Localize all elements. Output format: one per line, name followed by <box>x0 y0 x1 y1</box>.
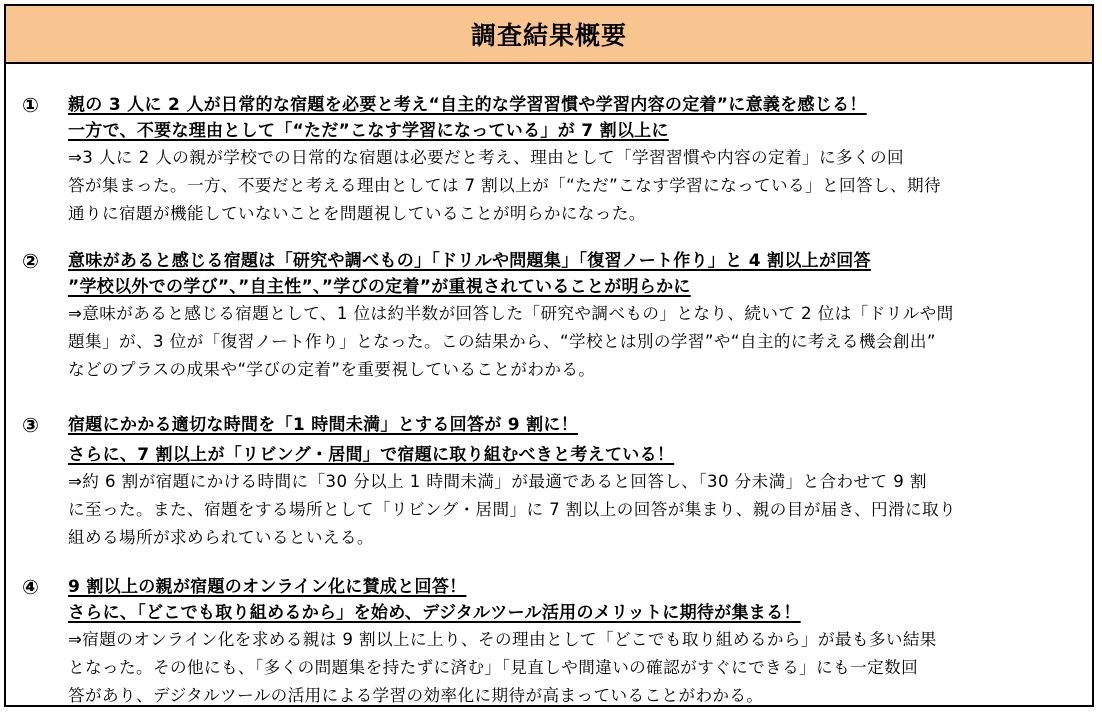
summary-header <box>6 6 1092 64</box>
finding-heading: 一方で、不要な理由として「“ただ”こなす学習になっている」が 7 割以上に <box>68 121 669 141</box>
page-title: 調査結果概要 <box>470 21 627 50</box>
finding-number: ③ <box>22 413 39 437</box>
body-line: 題集」が、3 位が「復習ノート作り」となった。この結果から、“学校とは別の学習”や“自主的に考える機会創出” <box>68 332 936 351</box>
body-line: となった。その他にも、「多くの問題集を持たずに済む」「見直しや間違いの確認がすぐにできる」にも一定数回 <box>68 658 919 677</box>
body-line: 組める場所が求められているといえる。 <box>68 528 374 547</box>
finding-heading: 宿題にかかる適切な時間を「1 時間未満」とする回答が 9 割に！ <box>68 415 579 435</box>
body-line: ⇒宿題のオンライン化を求める親は 9 割以上に上り、その理由として「どこでも取り組めるから」が最も多い結果 <box>68 630 937 649</box>
finding-heading: 意味があると感じる宿題は「研究や調べもの」「ドリルや問題集」「復習ノート作り」と 4 割以上が回答 <box>68 251 871 271</box>
finding-headings <box>68 574 1082 626</box>
finding-number: ④ <box>22 575 39 599</box>
summary-frame <box>4 4 1094 707</box>
body-line: に至った。また、宿題をする場所として「リビング・居間」に 7 割以上の回答が集まり、親の目が届き、円滑に取り <box>68 500 956 519</box>
body-line: 答が集まった。一方、不要だと考える理由としては 7 割以上が「“ただ”こなす学習になっている」と回答し、期待 <box>68 176 941 195</box>
body-line: などのプラスの成果や“学びの定着”を重要視していることがわかる。 <box>68 360 596 379</box>
finding-headings <box>68 412 1082 468</box>
finding-heading: ”学校以外での学び”、”自主性”、”学びの定着”が重視されていることが明らかに <box>68 277 691 297</box>
finding-number: ① <box>22 93 39 117</box>
body-line: ⇒約 6 割が宿題にかける時間に「30 分以上 1 時間未満」が最適であると回答し、「30 分未満」と合わせて 9 割 <box>68 472 927 491</box>
finding-body <box>68 144 1086 228</box>
body-line: ⇒3 人に 2 人の親が学校での日常的な宿題は必要だと考え、理由として「学習習慣や内容の定着」に多くの回 <box>68 148 904 167</box>
finding-heading: さらに、「どこでも取り組めるから」を始め、デジタルツール活用のメリットに期待が集まる！ <box>68 603 801 623</box>
finding-body <box>68 300 1086 384</box>
finding-number: ② <box>22 249 39 273</box>
finding-body <box>68 626 1086 710</box>
body-line: 答があり、デジタルツールの活用による学習の効率化に期待が高まっていることがわかる。 <box>68 686 764 705</box>
body-line: ⇒意味があると感じる宿題として、1 位は約半数が回答した「研究や調べもの」となり、続いて 2 位は「ドリルや問 <box>68 304 954 323</box>
finding-headings <box>68 248 1082 300</box>
finding-headings <box>68 92 1082 144</box>
finding-heading: 親の 3 人に 2 人が日常的な宿題を必要と考え“自主的な学習習慣や学習内容の定着”に意義を感じる！ <box>68 95 867 115</box>
finding-heading: 9 割以上の親が宿題のオンライン化に賛成と回答！ <box>68 577 467 597</box>
finding-body <box>68 468 1086 552</box>
body-line: 通りに宿題が機能していないことを問題視していることが明らかになった。 <box>68 204 646 223</box>
finding-heading: さらに、7 割以上が「リビング・居間」で宿題に取り組むべきと考えている！ <box>68 445 675 465</box>
